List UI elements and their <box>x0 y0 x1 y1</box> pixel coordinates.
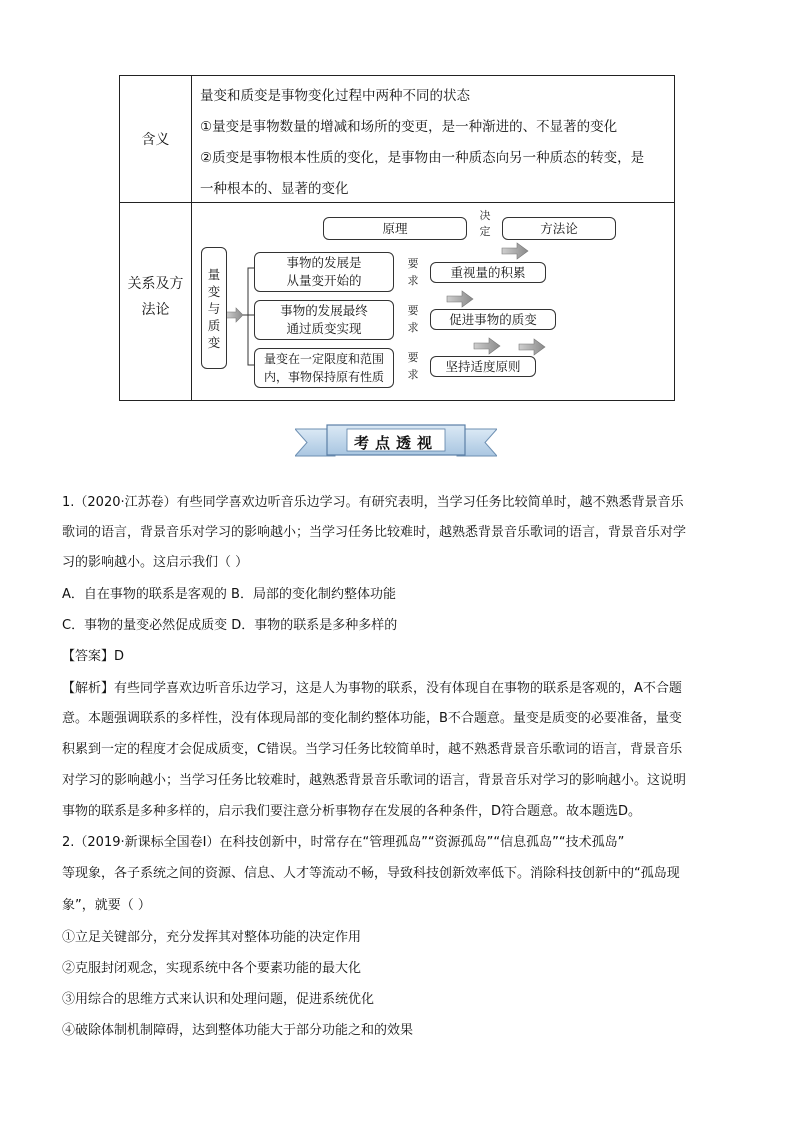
principle-box <box>323 217 467 240</box>
meaning-line-1: 量变和质变是事物变化过程中两种不同的状态 <box>200 88 470 104</box>
q1-options-ab: A．自在事物的联系是客观的 B．局部的变化制约整体功能 <box>62 587 396 602</box>
meaning-line-4: 一种根本的、显著的变化 <box>200 181 349 197</box>
require-text-3 <box>406 351 420 382</box>
root-char-2: 变 <box>207 283 221 299</box>
require-1-char-1: 要 <box>407 257 419 270</box>
root-char-1: 量 <box>207 266 221 282</box>
q2-stem-line-2: 等现象，各子系统之间的资源、信息、人才等流动不畅，导致科技创新效率低下。消除科技创新中的“孤岛现 <box>62 866 680 881</box>
meaning-line-3: ②质变是事物根本性质的变化，是事物由一种质态向另一种质态的转变，是 <box>200 150 645 166</box>
root-char-3: 与 <box>207 300 221 316</box>
q1-analysis-line-2: 意。本题强调联系的多样性，没有体现局部的变化制约整体功能，B不合题意。量变是质变的必要准备，量变 <box>62 711 682 726</box>
method-item-1 <box>430 262 546 283</box>
require-text-2 <box>406 304 420 335</box>
root-char-5: 变 <box>207 334 221 350</box>
principle-item-2-line-1: 事物的发展最终 <box>280 303 368 318</box>
q1-analysis-line-1: 【解析】有些同学喜欢边听音乐边学习，这是人为事物的联系，没有体现自在事物的联系是客观的，A不合题 <box>62 681 682 696</box>
q1-analysis-line-5: 事物的联系是多种多样的，启示我们要注意分析事物存在发展的各种条件，D符合题意。故本题选D。 <box>62 804 642 819</box>
require-3-char-1: 要 <box>407 351 419 364</box>
q1-stem-line-3: 习的影响越小。这启示我们（ ） <box>62 555 249 570</box>
q2-stem-line-3: 象”，就要（ ） <box>62 898 151 913</box>
method-item-2-label: 促进事物的质变 <box>449 311 537 327</box>
principle-item-1 <box>254 252 394 292</box>
section-banner <box>295 423 497 461</box>
decide-char-1: 决 <box>479 209 491 222</box>
row-label-relation-line-2: 法论 <box>141 302 170 318</box>
root-char-4: 质 <box>207 317 221 333</box>
q1-stem-line-2: 歌词的语言，背景音乐对学习的影响越小；当学习任务比较难时，越熟悉背景音乐歌词的语言，背景音乐对学 <box>62 525 687 540</box>
quantity-quality-diagram <box>192 203 676 401</box>
q2-stem-line-1: 2.（2019·新课标全国卷Ⅰ）在科技创新中，时常存在“管理孤岛”“资源孤岛”“信息孤岛”“技术孤岛” <box>62 835 625 850</box>
q1-analysis-line-4: 对学习的影响越小；当学习任务比较难时，越熟悉背景音乐歌词的语言，背景音乐对学习的影响越小。这说明 <box>62 773 687 788</box>
q2-choice-4: ④破除体制机制障碍，达到整体功能大于部分功能之和的效果 <box>62 1023 414 1038</box>
q2-choice-3: ③用综合的思维方式来认识和处理问题，促进系统优化 <box>62 992 375 1007</box>
method-box <box>502 217 616 240</box>
require-text-1 <box>406 257 420 288</box>
principle-label: 原理 <box>382 220 408 236</box>
principle-item-3 <box>254 348 394 388</box>
method-item-2 <box>430 309 556 330</box>
method-label: 方法论 <box>540 220 578 236</box>
method-item-3-label: 坚持适度原则 <box>445 358 521 374</box>
require-2-char-1: 要 <box>407 304 419 317</box>
principle-item-1-line-2: 从量变开始的 <box>286 273 362 288</box>
method-item-1-label: 重视量的积累 <box>450 264 526 280</box>
root-box-quantity-quality <box>201 247 227 369</box>
q1-answer: 【答案】D <box>62 649 125 664</box>
principle-item-3-line-2: 内，事物保持原有性质 <box>263 370 384 384</box>
meaning-line-2: ①量变是事物数量的增减和场所的变更，是一种渐进的、不显著的变化 <box>200 119 618 135</box>
row-label-meaning: 含义 <box>141 132 170 148</box>
q1-analysis-line-3: 积累到一定的程度才会促成质变，C错误。当学习任务比较简单时，越不熟悉背景音乐歌词的语言，背景音乐 <box>62 742 683 757</box>
row-label-relation-line-1: 关系及方 <box>127 276 184 292</box>
method-item-3 <box>430 356 536 377</box>
principle-item-2 <box>254 300 394 340</box>
q1-stem-line-1: 1.（2020·江苏卷）有些同学喜欢边听音乐边学习。有研究表明，当学习任务比较简单时，越不熟悉背景音乐 <box>62 495 684 510</box>
decide-char-2: 定 <box>479 225 491 238</box>
knowledge-table <box>119 75 675 401</box>
decide-text <box>478 209 492 239</box>
principle-item-1-line-1: 事物的发展是 <box>286 255 362 270</box>
principle-item-3-line-1: 量变在一定限度和范围 <box>263 352 384 366</box>
q2-choice-1: ①立足关键部分，充分发挥其对整体功能的决定作用 <box>62 930 362 945</box>
q1-options-cd: C．事物的量变必然促成质变 D．事物的联系是多种多样的 <box>62 618 398 633</box>
banner-title: 考点透视 <box>353 434 438 452</box>
q2-choice-2: ②克服封闭观念，实现系统中各个要素功能的最大化 <box>62 961 362 976</box>
principle-item-2-line-2: 通过质变实现 <box>286 321 362 336</box>
require-2-char-2: 求 <box>407 321 419 334</box>
require-3-char-2: 求 <box>407 368 419 381</box>
require-1-char-2: 求 <box>407 274 419 287</box>
